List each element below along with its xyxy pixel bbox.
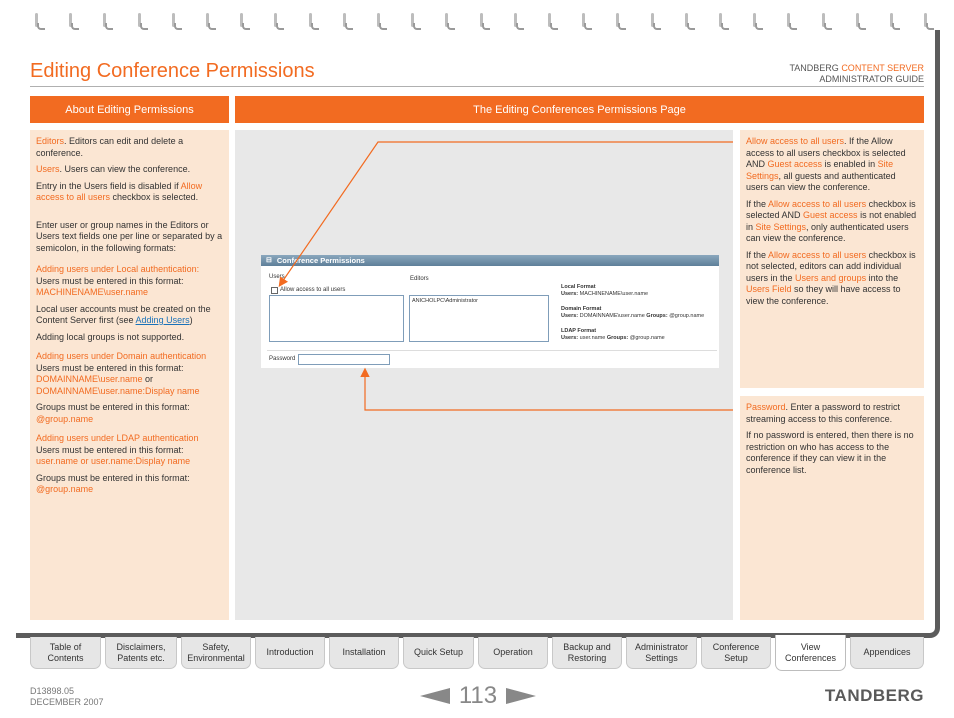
local-format-hint: Local Format Users: MACHINENAME\user.name (561, 284, 649, 297)
tab-disclaimers[interactable]: Disclaimers, Patents etc. (105, 637, 177, 669)
users-note: Users. Users can view the conference. (36, 164, 191, 174)
binder-ring-icon (547, 13, 555, 29)
brand-header (789, 63, 924, 85)
binder-ring-icon (171, 13, 179, 29)
allow-access-auth-note: If the Allow access to all users checkbox is selected AND Guest access is not enabled in Site Settings, only authenticated users can view the conference. (746, 198, 917, 243)
tab-quick-setup[interactable]: Quick Setup (403, 637, 474, 669)
about-permissions-panel (30, 130, 229, 620)
users-textarea[interactable] (269, 295, 404, 342)
tab-safety[interactable]: Safety, Environmental (181, 637, 251, 669)
allow-access-guest-note: Allow access to all users. If the Allow access to all users checkbox is selected AND Guest access is enabled in Site Settings, all guests and authenticated users can view the conference. (746, 136, 906, 192)
local-auth-format: Users must be entered in this format: MACHINENAME\user.name (36, 275, 184, 297)
tab-view-conferences[interactable]: View Conferences (775, 635, 846, 671)
tab-introduction[interactable]: Introduction (255, 637, 325, 669)
tab-table-of-contents[interactable]: Table of Contents (30, 637, 101, 669)
local-groups-note: Adding local groups is not supported. (36, 331, 185, 342)
allow-access-panel (740, 130, 924, 388)
users-disabled-note: Entry in the Users field is disabled if Allow access to all users checkbox is selected. (36, 180, 203, 202)
binder-ring-icon (410, 13, 418, 29)
collapse-icon[interactable]: ⊟ (266, 257, 272, 264)
ldap-groups-format: Groups must be entered in this format: @group.name (36, 472, 190, 494)
ldap-auth-format: Users must be entered in this format: user.name or user.name:Display name (36, 444, 191, 466)
allow-access-unselected-note: If the Allow access to all users checkbox is not selected, editors can add individual users in the Users and groups into the Users Field so they will have access to view the conference. (746, 249, 916, 306)
binder-ring-icon (786, 13, 794, 29)
domain-auth-format: Users must be entered in this format: DOMAINNAME\user.name or DOMAINNAME\user.name:Display name (36, 362, 200, 396)
tab-appendices[interactable]: Appendices (850, 637, 924, 669)
local-auth-heading: Adding users under Local authentication: (36, 264, 200, 274)
domain-format-hint: Domain Format Users: DOMAINNAME\user.name Groups: @group.name (561, 306, 705, 319)
binder-ring-icon (650, 13, 658, 29)
ldap-format-hint: LDAP Format Users: user.name Groups: @group.name (561, 328, 665, 341)
password-empty-note: If no password is entered, then there is no restriction on who has access to the conference if they can view it in the conference list. (746, 430, 914, 475)
binder-ring-icon (308, 13, 316, 29)
binder-ring-icon (68, 13, 76, 29)
format-intro: Enter user or group names in the Editors or Users text fields one per line or separated by a semicolon, in the following formats: (36, 219, 223, 253)
domain-groups-format: Groups must be entered in this format: @group.name (36, 402, 190, 424)
binder-ring-icon (752, 13, 760, 29)
binder-ring-icon (513, 13, 521, 29)
tab-installation[interactable]: Installation (329, 637, 399, 669)
tab-backup-restoring[interactable]: Backup and Restoring (552, 637, 622, 669)
binder-ring-icon (821, 13, 829, 29)
binder-ring-icon (889, 13, 897, 29)
tab-operation[interactable]: Operation (478, 637, 548, 669)
binder-ring-icon (376, 13, 384, 29)
section-bar-page: The Editing Conferences Permissions Page (235, 96, 924, 123)
binder-ring-icon (137, 13, 145, 29)
title-divider (30, 86, 924, 87)
password-label: Password (269, 356, 296, 362)
binder-ring-icon (444, 13, 452, 29)
binder-rings (0, 10, 954, 32)
binder-ring-icon (581, 13, 589, 29)
binder-ring-icon (479, 13, 487, 29)
binder-ring-icon (102, 13, 110, 29)
binder-ring-icon (239, 13, 247, 29)
ldap-auth-heading: Adding users under LDAP authentication (36, 433, 199, 443)
editors-note: Editors. Editors can edit and delete a conference. (36, 136, 184, 158)
section-bar-about: About Editing Permissions (30, 96, 229, 123)
page-navigator (420, 681, 536, 711)
binder-ring-icon (855, 13, 863, 29)
local-auth-note: Local user accounts must be created on the Content Server first (see Adding Users) (36, 303, 211, 325)
tab-conference-setup[interactable]: Conference Setup (701, 637, 771, 669)
brand-guide: ADMINISTRATOR GUIDE (819, 74, 924, 84)
adding-users-link[interactable]: Adding Users (135, 315, 190, 325)
binder-ring-icon (718, 13, 726, 29)
editors-label: Editors (410, 276, 429, 282)
brand-product: CONTENT SERVER (841, 63, 924, 73)
editors-textarea[interactable]: ANICHOLPC\Administrator (409, 295, 549, 342)
binder-ring-icon (342, 13, 350, 29)
binder-ring-icon (615, 13, 623, 29)
tandberg-logo: TANDBERG (824, 686, 924, 705)
allow-all-users-checkbox[interactable] (271, 287, 278, 294)
document-id: D13898.05 DECEMBER 2007 (30, 686, 104, 707)
conference-permissions-screenshot (261, 255, 719, 368)
password-panel (740, 396, 924, 620)
chapter-tabs (30, 637, 924, 671)
users-label: Users (269, 274, 285, 280)
brand-name: TANDBERG (789, 63, 842, 73)
allow-all-users-label: Allow access to all users (280, 287, 346, 293)
conference-permissions-header: ⊟ Conference Permissions (261, 255, 719, 266)
page-title: Editing Conference Permissions (30, 60, 315, 82)
next-page-arrow-icon[interactable] (506, 688, 536, 704)
binder-ring-icon (923, 13, 931, 29)
previous-page-arrow-icon[interactable] (420, 688, 450, 704)
binder-ring-icon (684, 13, 692, 29)
domain-auth-heading: Adding users under Domain authentication (36, 351, 207, 361)
binder-ring-icon (34, 13, 42, 29)
page-number: 113 (458, 682, 498, 709)
password-note: Password. Enter a password to restrict streaming access to this conference. (746, 402, 901, 424)
binder-ring-icon (273, 13, 281, 29)
binder-ring-icon (205, 13, 213, 29)
password-input[interactable] (298, 354, 390, 365)
screenshot-area (235, 130, 733, 620)
screenshot-divider (267, 350, 717, 351)
tab-administrator-settings[interactable]: Administrator Settings (626, 637, 697, 669)
